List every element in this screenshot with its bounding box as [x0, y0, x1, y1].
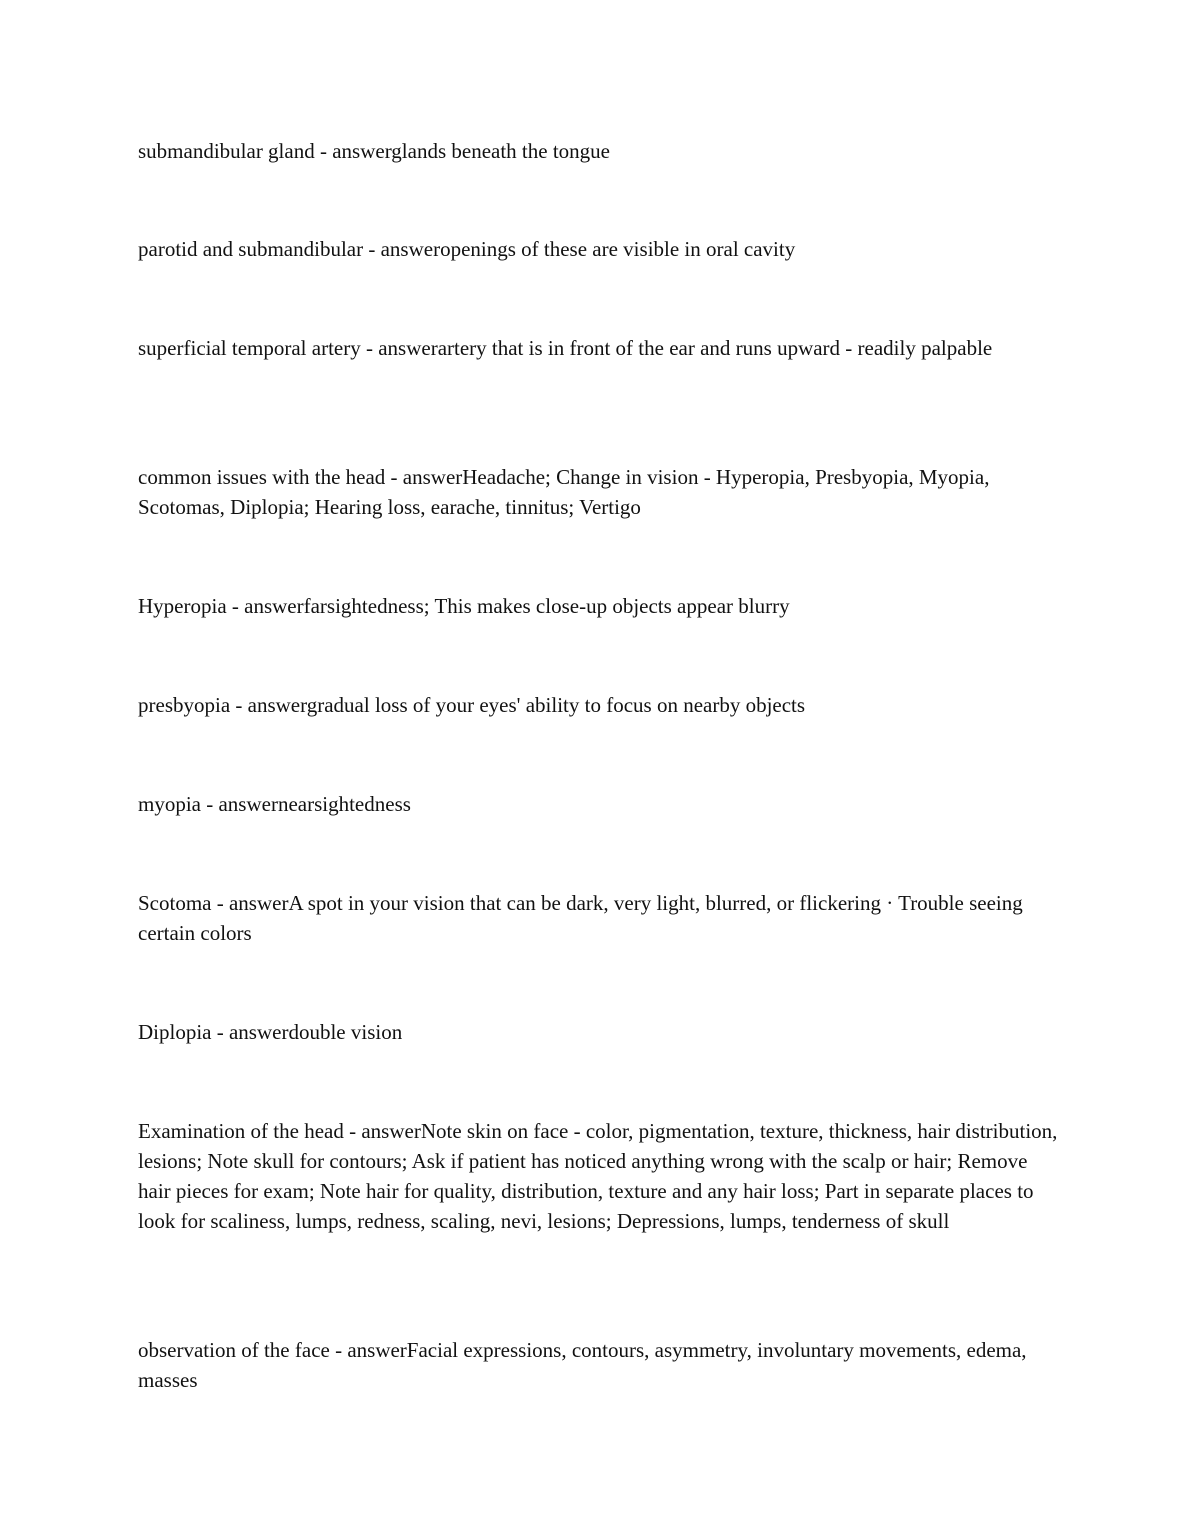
- flashcard-entry-parotid-submandibular: parotid and submandibular - answeropenings of these are visible in oral cavity: [138, 237, 796, 261]
- flashcard-entry-face-observation: observation of the face - answerFacial expressions, contours, asymmetry, involuntary movements, edema, masses: [138, 1338, 1027, 1392]
- flashcard-entry-scotoma: Scotoma - answerA spot in your vision that can be dark, very light, blurred, or flickering · Trouble seeing certain colors: [138, 891, 1023, 945]
- flashcard-entry-head-examination: Examination of the head - answerNote skin on face - color, pigmentation, texture, thickness, hair distribution, lesions; Note skull for contours; Ask if patient has noticed anything wrong with the scalp or hair; Remove hair pieces for exam; Note hair for quality, distribution, texture and any hair loss; Part in separate places to look for scaliness, lumps, redness, scaling, nevi, lesions; Depressions, lumps, tenderness of skull: [138, 1119, 1058, 1233]
- flashcard-entry-submandibular-gland: submandibular gland - answerglands beneath the tongue: [138, 139, 610, 163]
- flashcard-entry-superficial-temporal-artery: superficial temporal artery - answerartery that is in front of the ear and runs upward - readily palpable: [138, 336, 993, 360]
- flashcard-entry-presbyopia: presbyopia - answergradual loss of your eyes' ability to focus on nearby objects: [138, 693, 806, 717]
- flashcard-entry-hyperopia: Hyperopia - answerfarsightedness; This makes close-up objects appear blurry: [138, 594, 790, 618]
- flashcard-entry-diplopia: Diplopia - answerdouble vision: [138, 1020, 403, 1044]
- flashcard-entry-common-head-issues: common issues with the head - answerHeadache; Change in vision - Hyperopia, Presbyopia, Myopia, Scotomas, Diplopia; Hearing loss, earache, tinnitus; Vertigo: [138, 465, 990, 519]
- flashcard-entry-myopia: myopia - answernearsightedness: [138, 792, 411, 816]
